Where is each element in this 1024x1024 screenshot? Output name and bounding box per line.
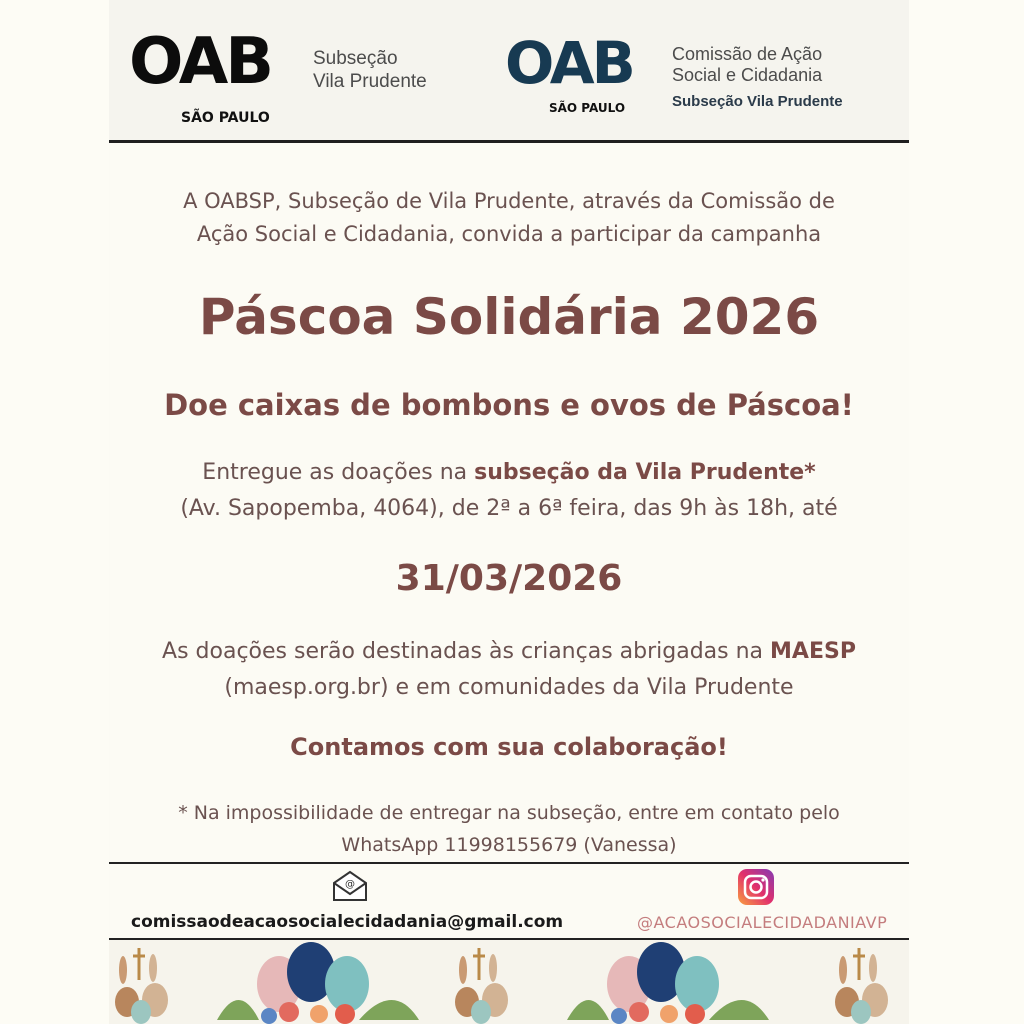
contact-email[interactable]: comissaodeacaosocialecidadania@gmail.com (131, 912, 564, 932)
dest-line1 (109, 634, 909, 670)
campaign-subtitle: Doe caixas de bombons e ovos de Páscoa! (164, 388, 854, 422)
easter-decoration (109, 940, 909, 1024)
mail-icon (331, 870, 369, 902)
header-divider (109, 140, 909, 143)
delivery-info (109, 455, 909, 527)
deadline-date: 31/03/2026 (395, 558, 623, 599)
footer-divider-top (109, 862, 909, 864)
note-line2: WhatsApp 11998155679 (Vanessa) (341, 834, 677, 856)
comissao-subsecao: Subseção Vila Prudente (672, 93, 843, 110)
destination-info (109, 634, 909, 706)
campaign-title: Páscoa Solidária 2026 (198, 288, 820, 346)
dest-line2: (maesp.org.br) e em comunidades da Vila Prudente (224, 675, 794, 700)
poster (109, 0, 909, 1024)
svg-text:@: @ (345, 879, 355, 890)
intro-line1: A OABSP, Subseção de Vila Prudente, através da Comissão de (183, 189, 835, 213)
header (109, 0, 909, 140)
note-line1: * Na impossibilidade de entregar na subseção, entre em contato pelo (178, 802, 840, 824)
subsecao-label (313, 47, 427, 93)
oab-logo-right-sub: SÃO PAULO (549, 101, 626, 115)
instagram-icon (737, 868, 775, 906)
delivery-line2: (Av. Sapopemba, 4064), de 2ª a 6ª feira, das 9h às 18h, até (180, 496, 838, 521)
intro-line2: Ação Social e Cidadania, convida a participar da campanha (196, 222, 822, 246)
comissao-line2: Social e Cidadania (672, 65, 823, 85)
delivery-location: subseção da Vila Prudente* (474, 460, 816, 485)
oab-logo-right: OAB (505, 29, 633, 97)
subsecao-line2: Vila Prudente (313, 71, 427, 92)
thanks-text: Contamos com sua colaboração! (290, 733, 728, 761)
oab-logo-left: OAB (129, 25, 271, 99)
oab-logo-left-sub: SÃO PAULO (181, 110, 270, 126)
dest-pre: As doações serão destinadas às crianças abrigadas na (162, 639, 771, 664)
delivery-line1 (109, 455, 909, 491)
footnote (109, 797, 909, 861)
comissao-label (672, 44, 822, 86)
delivery-pre: Entregue as doações na (202, 460, 475, 485)
instagram-handle[interactable]: @ACAOSOCIALECIDADANIAVP (637, 913, 888, 932)
dest-org: MAESP (770, 639, 856, 664)
subsecao-line1: Subseção (313, 48, 398, 69)
comissao-line1: Comissão de Ação (672, 44, 823, 64)
intro-text (109, 185, 909, 251)
